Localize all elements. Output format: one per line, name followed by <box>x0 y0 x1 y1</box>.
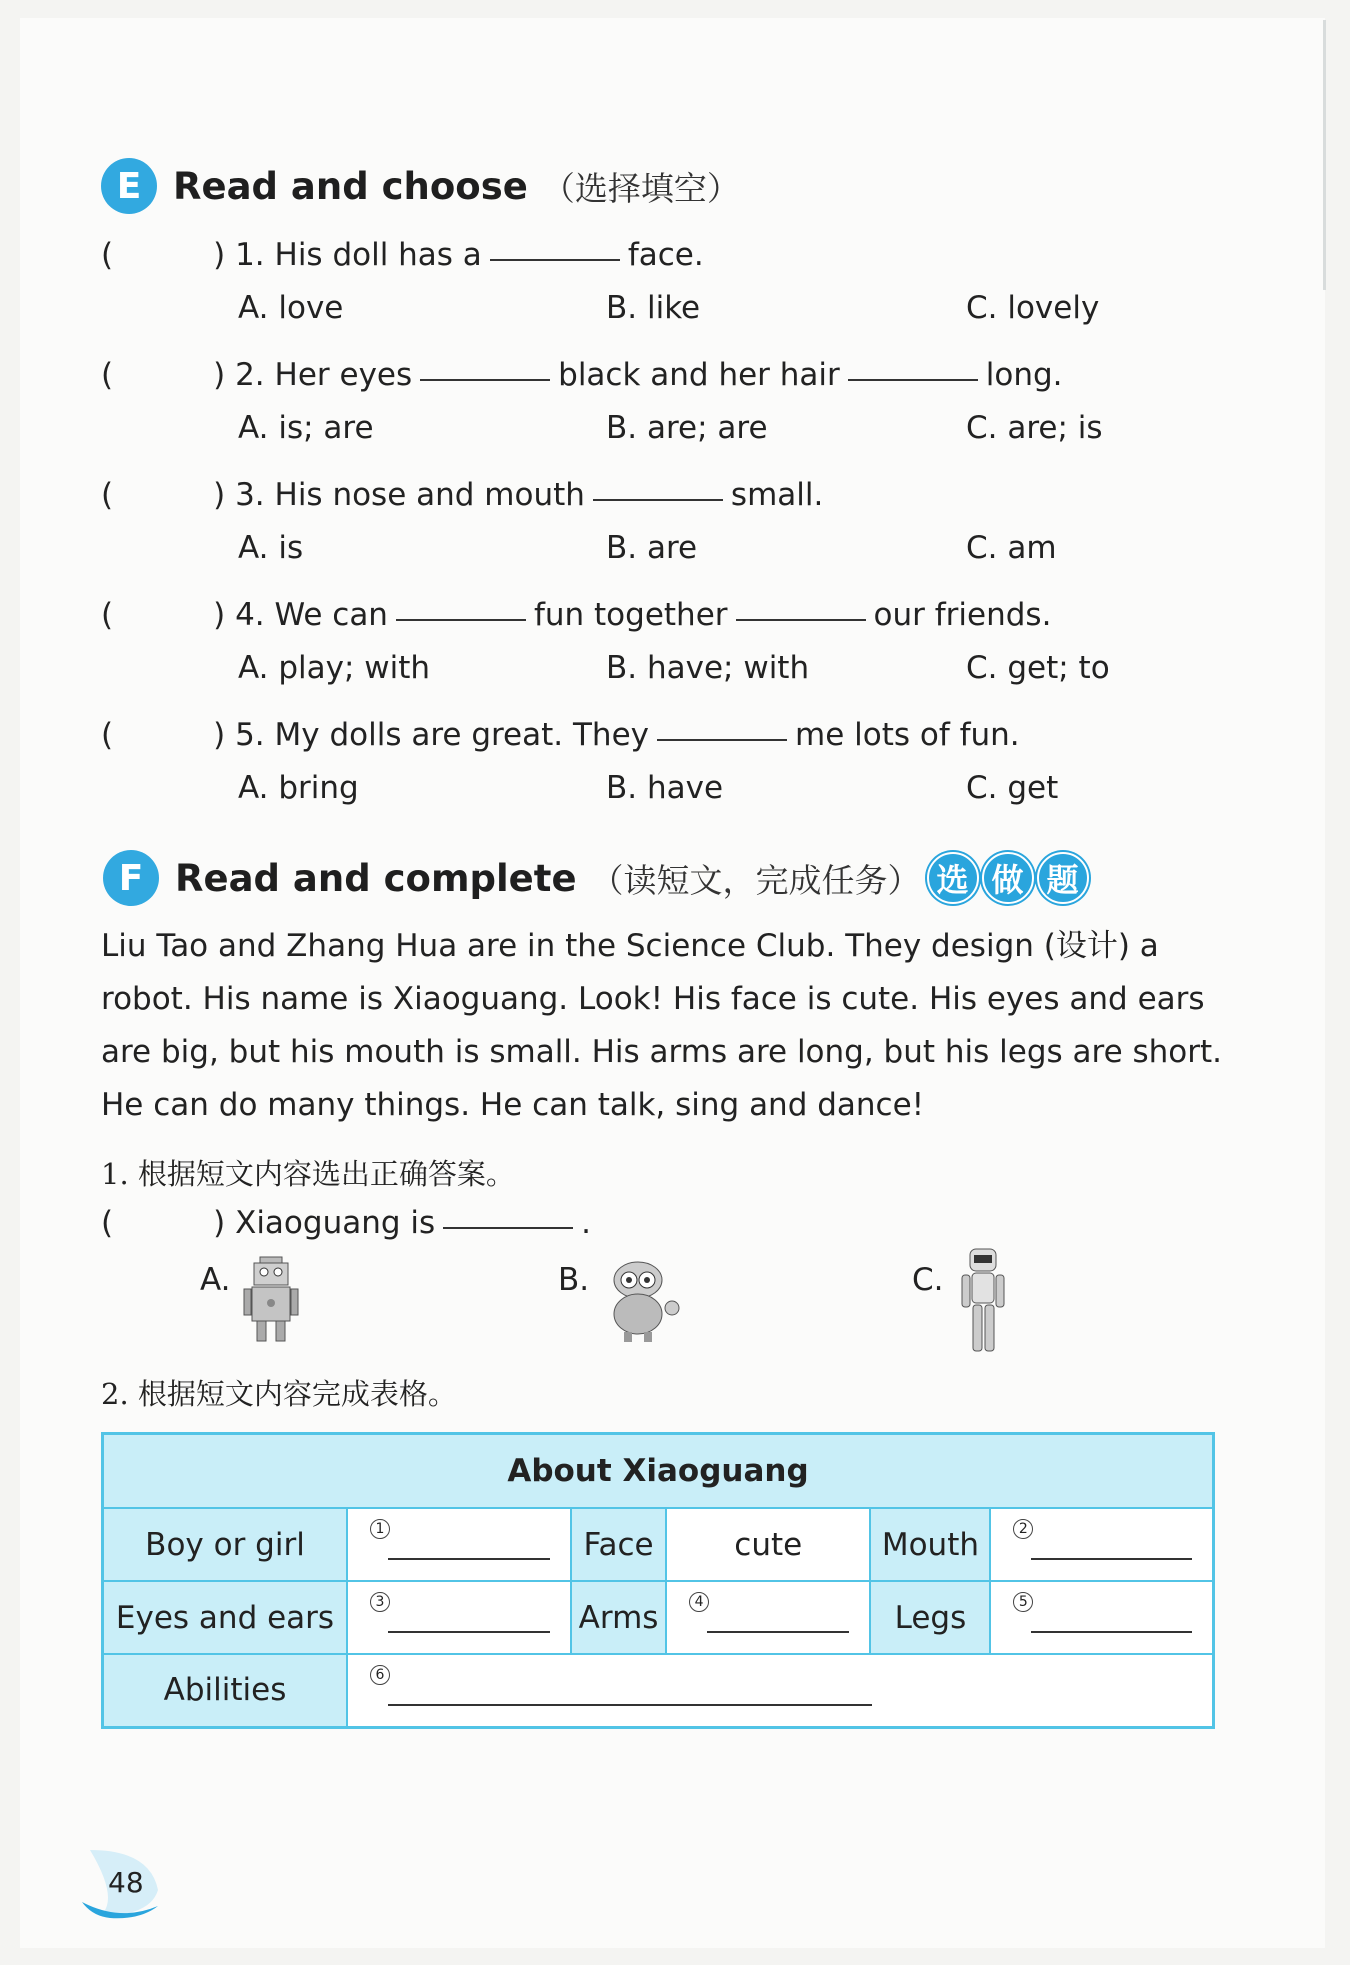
section-e-badge: E <box>101 158 157 214</box>
table-header: Abilities <box>103 1654 348 1727</box>
optional-tag: 选 做 题 <box>927 852 1092 904</box>
option[interactable]: B. like <box>606 290 701 326</box>
option-b-label[interactable]: B. <box>558 1262 590 1298</box>
option[interactable]: A. is; are <box>238 410 374 446</box>
answer-blank[interactable] <box>443 1205 573 1229</box>
about-table <box>101 1432 1215 1729</box>
option-c-label[interactable]: C. <box>912 1262 944 1298</box>
option[interactable]: C. am <box>966 530 1057 566</box>
question-5: ( ) 5. My dolls are great. They me lots of fun. <box>101 717 1020 753</box>
option[interactable]: C. get; to <box>966 650 1110 686</box>
task-1-question: ( ) Xiaoguang is . <box>101 1205 592 1241</box>
section-e-title: Read and choose <box>173 164 528 208</box>
answer-blank[interactable] <box>593 477 723 501</box>
table-header: Legs <box>870 1581 990 1654</box>
option[interactable]: A. is <box>238 530 304 566</box>
option[interactable]: C. are; is <box>966 410 1103 446</box>
question-3: ( ) 3. His nose and mouth small. <box>101 477 824 513</box>
answer-cell[interactable]: 1 <box>347 1508 571 1581</box>
answer-cell[interactable]: 6 <box>347 1654 1214 1727</box>
table-title: About Xiaoguang <box>103 1434 1214 1509</box>
tall-robot-image[interactable] <box>958 1245 1008 1360</box>
question-4: ( ) 4. We can fun together our friends. <box>101 597 1052 633</box>
table-header: Arms <box>571 1581 666 1654</box>
answer-blank[interactable] <box>657 717 787 741</box>
answer-cell[interactable]: 4 <box>666 1581 870 1654</box>
section-f-badge: F <box>103 850 159 906</box>
answer-cell[interactable]: 5 <box>990 1581 1213 1654</box>
question-1: ( ) 1. His doll has a face. <box>101 237 704 273</box>
section-e-title-cn: （选择填空） <box>541 168 740 208</box>
page-edge-line <box>1323 20 1326 290</box>
boxy-robot-image[interactable] <box>242 1255 302 1347</box>
option[interactable]: C. lovely <box>966 290 1100 326</box>
answer-cell[interactable]: 2 <box>990 1508 1213 1581</box>
option[interactable]: B. are; are <box>606 410 768 446</box>
table-header: Mouth <box>870 1508 990 1581</box>
answer-blank[interactable] <box>848 357 978 381</box>
option-a-label[interactable]: A. <box>200 1262 231 1298</box>
answer-blank[interactable] <box>396 597 526 621</box>
question-2: ( ) 2. Her eyes black and her hair long. <box>101 357 1063 393</box>
answer-blank[interactable] <box>736 597 866 621</box>
option[interactable]: C. get <box>966 770 1059 806</box>
answer-blank[interactable] <box>490 237 620 261</box>
option[interactable]: B. have <box>606 770 724 806</box>
option[interactable]: B. have; with <box>606 650 810 686</box>
table-header: Face <box>571 1508 666 1581</box>
option[interactable]: A. play; with <box>238 650 431 686</box>
section-f-title: Read and complete <box>175 856 577 900</box>
reading-passage: Liu Tao and Zhang Hua are in the Science Club. They design (设计) a robot. His name is Xiaoguang. Look! His face is cute. His eyes and ears are big, but his mouth is small. His arms are long, but his legs are short. He can do many things. He can talk, sing and dance! <box>101 928 1223 1123</box>
section-f-title-cn: （读短文，完成任务） <box>590 860 921 900</box>
table-header: Boy or girl <box>103 1508 348 1581</box>
round-robot-image[interactable] <box>600 1258 685 1346</box>
section-f-header <box>103 850 1092 906</box>
option[interactable]: B. are <box>606 530 698 566</box>
task-2-instruction: 2. 根据短文内容完成表格。 <box>101 1377 457 1411</box>
table-value: cute <box>666 1508 870 1581</box>
section-e-header <box>101 158 740 214</box>
table-header: Eyes and ears <box>103 1581 348 1654</box>
task-1-instruction: 1. 根据短文内容选出正确答案。 <box>101 1157 515 1191</box>
answer-blank[interactable] <box>420 357 550 381</box>
option[interactable]: A. bring <box>238 770 359 806</box>
answer-cell[interactable]: 3 <box>347 1581 571 1654</box>
page-number: 48 <box>108 1866 144 1899</box>
option[interactable]: A. love <box>238 290 344 326</box>
